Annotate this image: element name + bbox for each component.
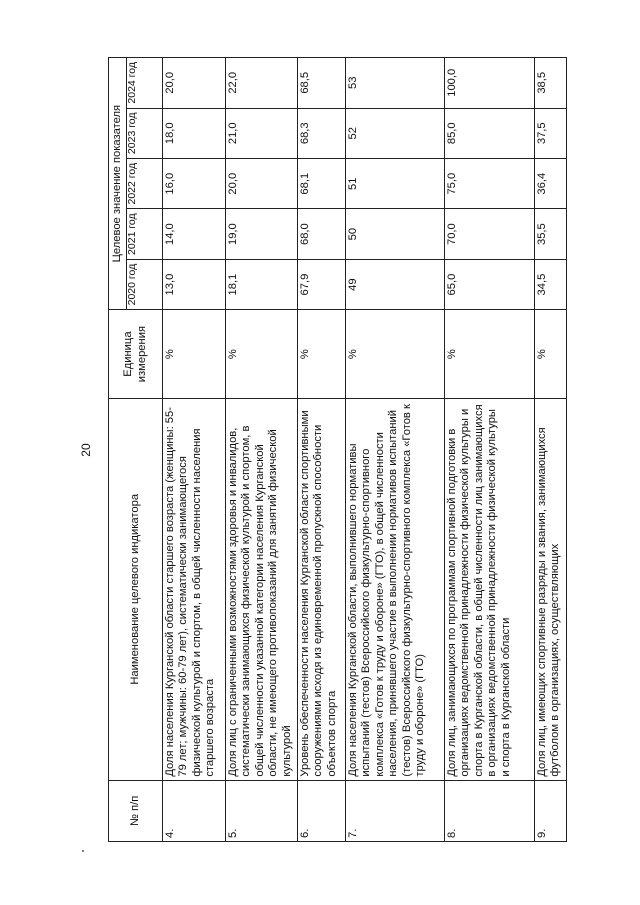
value-2022: 20,0 xyxy=(226,158,298,208)
indicator-name: Доля населения Курганской области старшего возраста (женщины: 55-79 лет; мужчины: 60-79 лет), систематически занимающегося физической культурой и спортом, в общей численности населения старшего возраста xyxy=(163,398,226,780)
header-year-2020: 2020 год xyxy=(127,259,163,309)
row-number: 8. xyxy=(445,780,535,841)
value-2021: 68,0 xyxy=(298,209,346,259)
value-2021: 70,0 xyxy=(445,209,535,259)
value-2020: 18,1 xyxy=(226,259,298,309)
header-year-2022: 2022 год xyxy=(127,158,163,208)
unit-cell: % xyxy=(535,310,567,399)
table-row xyxy=(346,58,445,842)
row-number: 6. xyxy=(298,780,346,841)
unit-cell: % xyxy=(226,310,298,399)
table-row xyxy=(226,58,298,842)
value-2020: 13,0 xyxy=(163,259,226,309)
table-row xyxy=(163,58,226,842)
value-2024: 68,5 xyxy=(298,58,346,109)
row-number: 4. xyxy=(163,780,226,841)
value-2022: 16,0 xyxy=(163,158,226,208)
unit-cell: % xyxy=(445,310,535,399)
header-year-2024: 2024 год xyxy=(127,58,163,109)
rotated-table-container xyxy=(108,57,562,842)
unit-cell: % xyxy=(163,310,226,399)
header-number: № п/п xyxy=(109,780,163,841)
row-number: 7. xyxy=(346,780,445,841)
page-number: 20 xyxy=(79,443,93,457)
value-2020: 49 xyxy=(346,259,445,309)
row-number: 5. xyxy=(226,780,298,841)
value-2024: 22,0 xyxy=(226,58,298,109)
value-2024: 20,0 xyxy=(163,58,226,109)
value-2023: 21,0 xyxy=(226,108,298,158)
header-year-2021: 2021 год xyxy=(127,209,163,259)
value-2022: 36,4 xyxy=(535,158,567,208)
value-2024: 100,0 xyxy=(445,58,535,109)
indicators-table xyxy=(108,57,567,842)
unit-cell: % xyxy=(298,310,346,399)
header-target-value: Целевое значение показателя xyxy=(109,58,127,310)
header-indicator-name: Наименование целевого индикатора xyxy=(109,398,163,780)
unit-cell: % xyxy=(346,310,445,399)
table-row xyxy=(535,58,567,842)
value-2023: 68,3 xyxy=(298,108,346,158)
value-2022: 68,1 xyxy=(298,158,346,208)
value-2020: 65,0 xyxy=(445,259,535,309)
value-2023: 37,5 xyxy=(535,108,567,158)
row-number: 9. xyxy=(535,780,567,841)
value-2024: 38,5 xyxy=(535,58,567,109)
indicator-name: Доля населения Курганской области, выполнившего нормативы испытаний (тестов) Всероссийского физкультурно-спортивного комплекса «Готов к труду и обороне» (ГТО), в общей численности населения, принявшего участие в выполнении нормативов испытаний (тестов) Всероссийского физкультурно-спортивного комплекса «Готов к труду и обороне» (ГТО) xyxy=(346,398,445,780)
header-year-2023: 2023 год xyxy=(127,108,163,158)
table-row xyxy=(445,58,535,842)
indicator-name: Уровень обеспеченности населения Курганской области спортивными сооружениями исходя из единовременной пропускной способности объектов спорта xyxy=(298,398,346,780)
header-unit: Единица измерения xyxy=(109,310,163,399)
value-2021: 19,0 xyxy=(226,209,298,259)
value-2021: 14,0 xyxy=(163,209,226,259)
value-2023: 52 xyxy=(346,108,445,158)
value-2023: 85,0 xyxy=(445,108,535,158)
table-body xyxy=(163,58,567,842)
value-2021: 50 xyxy=(346,209,445,259)
table-row xyxy=(298,58,346,842)
value-2020: 34,5 xyxy=(535,259,567,309)
indicator-name: Доля лиц, занимающихся по программам спортивной подготовки в организациях ведомственной принадлежности физической культуры и спорта в Курганской области, в общей численности лиц занимающихся в организациях ведомственной принадлежности физической культуры и спорта в Курганской области xyxy=(445,398,535,780)
value-2023: 18,0 xyxy=(163,108,226,158)
value-2022: 75,0 xyxy=(445,158,535,208)
scan-speck xyxy=(82,850,84,852)
value-2021: 35,5 xyxy=(535,209,567,259)
value-2020: 67,9 xyxy=(298,259,346,309)
indicator-name: Доля лиц, имеющих спортивные разряды и звания, занимающихся футболом в организациях, осуществляющих xyxy=(535,398,567,780)
indicator-name: Доля лиц с ограниченными возможностями здоровья и инвалидов, систематически занимающихся физической культурой и спортом, в общей численности указанной категории населения Курганской области, не имеющего противопоказаний для занятий физической культурой xyxy=(226,398,298,780)
value-2022: 51 xyxy=(346,158,445,208)
value-2024: 53 xyxy=(346,58,445,109)
